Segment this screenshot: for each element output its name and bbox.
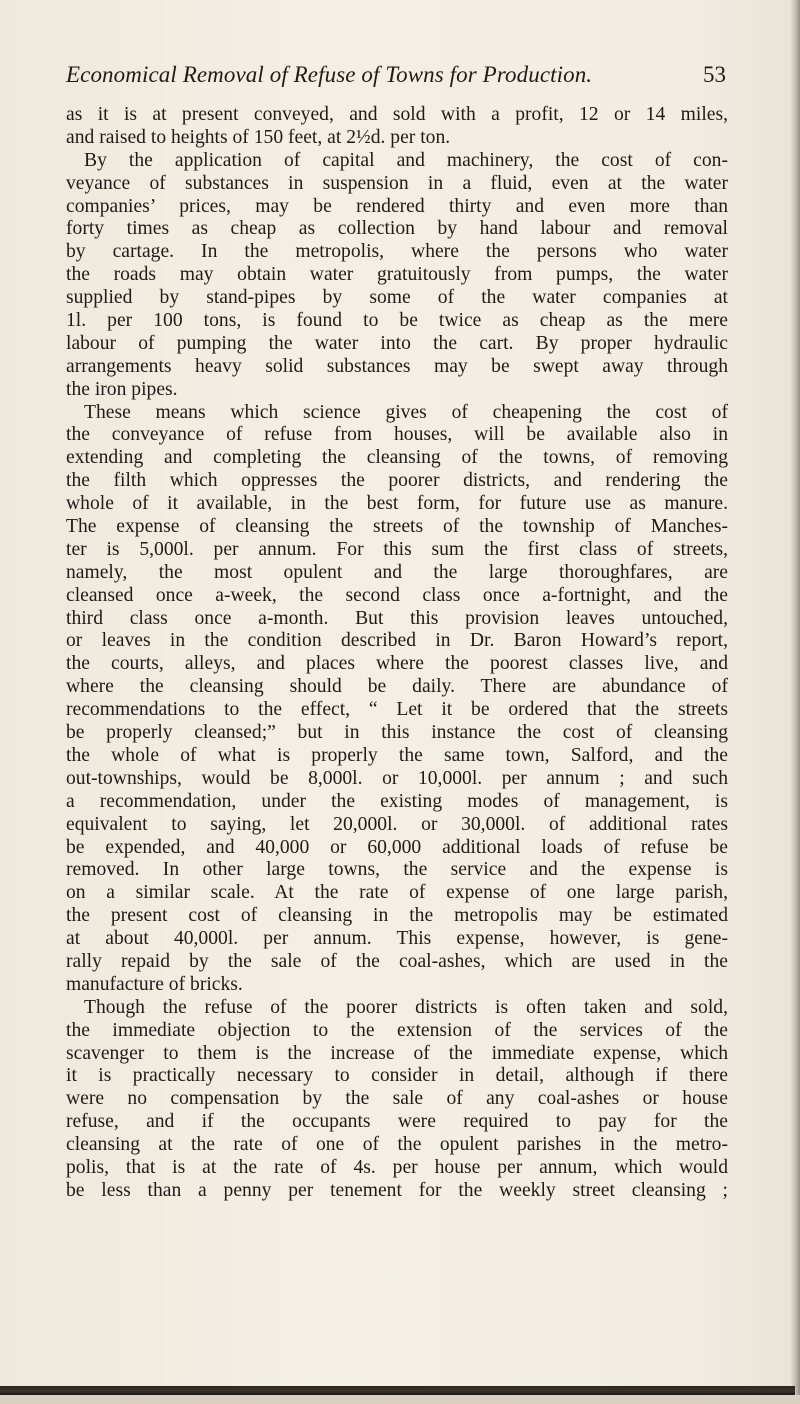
running-head: [66, 62, 726, 96]
running-title: Economical Removal of Refuse of Towns for Production.: [66, 62, 593, 87]
text-line: equivalent to saying, let 20,000l. or 30,000l. of additional rates: [66, 813, 728, 835]
text-line: labour of pumping the water into the cart. By proper hydraulic: [66, 332, 728, 354]
text-line: the iron pipes.: [66, 378, 178, 400]
text-line: out-townships, would be 8,000l. or 10,000l. per annum ; and such: [66, 767, 728, 789]
text-line: cleansed once a-week, the second class once a-fortnight, and the: [66, 584, 728, 606]
text-line: the roads may obtain water gratuitously from pumps, the water: [66, 264, 728, 286]
text-line: whole of it available, in the best form, for future use as manure.: [66, 493, 728, 515]
text-line: extending and completing the cleansing of the towns, of removing: [66, 447, 728, 469]
text-line: refuse, and if the occupants were required to pay for the: [66, 1111, 728, 1133]
text-line: companies’ prices, may be rendered thirty and even more than: [66, 195, 728, 217]
text-line: The expense of cleansing the streets of the township of Manches-: [66, 516, 728, 538]
body-text: [66, 104, 728, 1203]
text-line: arrangements heavy solid substances may be swept away through: [66, 355, 728, 377]
text-line: be properly cleansed;” but in this instance the cost of cleansing: [66, 722, 728, 744]
text-line: a recommendation, under the existing modes of management, is: [66, 790, 728, 812]
text-line: By the application of capital and machinery, the cost of con-: [84, 149, 728, 171]
text-line: by cartage. In the metropolis, where the persons who water: [66, 241, 728, 263]
text-line: or leaves in the condition described in Dr. Baron Howard’s report,: [66, 630, 728, 652]
text-line: cleansing at the rate of one of the opulent parishes in the metro-: [66, 1134, 728, 1156]
text-line: namely, the most opulent and the large thoroughfares, are: [66, 561, 728, 583]
text-line: the immediate objection to the extension of the services of the: [66, 1019, 728, 1041]
text-line: scavenger to them is the increase of the immediate expense, which: [66, 1042, 728, 1064]
page-edge-shadow: [790, 0, 800, 1404]
text-line: ter is 5,000l. per annum. For this sum the first class of streets,: [66, 538, 728, 560]
text-line: 1l. per 100 tons, is found to be twice as cheap as the mere: [66, 310, 728, 332]
text-line: manufacture of bricks.: [66, 973, 243, 995]
bottom-margin: [0, 1395, 800, 1404]
text-line: forty times as cheap as collection by hand labour and removal: [66, 218, 728, 240]
text-line: at about 40,000l. per annum. This expense, however, is gene-: [66, 928, 728, 950]
text-line: rally repaid by the sale of the coal-ashes, which are used in the: [66, 950, 728, 972]
text-line: were no compensation by the sale of any coal-ashes or house: [66, 1088, 728, 1110]
text-line: the present cost of cleansing in the metropolis may be estimated: [66, 905, 728, 927]
bottom-border-rule: [0, 1386, 795, 1395]
text-line: be expended, and 40,000 or 60,000 additional loads of refuse be: [66, 836, 728, 858]
text-line: the conveyance of refuse from houses, will be available also in: [66, 424, 728, 446]
text-line: as it is at present conveyed, and sold with a profit, 12 or 14 miles,: [66, 104, 728, 125]
text-line: Though the refuse of the poorer districts is often taken and sold,: [84, 996, 728, 1018]
text-line: veyance of substances in suspension in a fluid, even at the water: [66, 172, 728, 194]
text-line: be less than a penny per tenement for the weekly street cleansing ;: [66, 1179, 728, 1201]
text-line: the whole of what is properly the same town, Salford, and the: [66, 744, 728, 766]
text-line: and raised to heights of 150 feet, at 2½d. per ton.: [66, 126, 451, 148]
text-line: it is practically necessary to consider in detail, although if there: [66, 1065, 728, 1087]
text-line: recommendations to the effect, “ Let it be ordered that the streets: [66, 699, 728, 721]
text-line: removed. In other large towns, the service and the expense is: [66, 859, 728, 881]
text-line: the filth which oppresses the poorer districts, and rendering the: [66, 470, 728, 492]
text-line: where the cleansing should be daily. There are abundance of: [66, 676, 728, 698]
text-line: on a similar scale. At the rate of expense of one large parish,: [66, 882, 728, 904]
text-line: supplied by stand-pipes by some of the water companies at: [66, 287, 728, 309]
text-line: the courts, alleys, and places where the poorest classes live, and: [66, 653, 728, 675]
text-line: polis, that is at the rate of 4s. per house per annum, which would: [66, 1156, 728, 1178]
text-line: These means which science gives of cheapening the cost of: [84, 401, 728, 423]
page-number: 53: [703, 62, 726, 87]
text-line: third class once a-month. But this provision leaves untouched,: [66, 607, 728, 629]
